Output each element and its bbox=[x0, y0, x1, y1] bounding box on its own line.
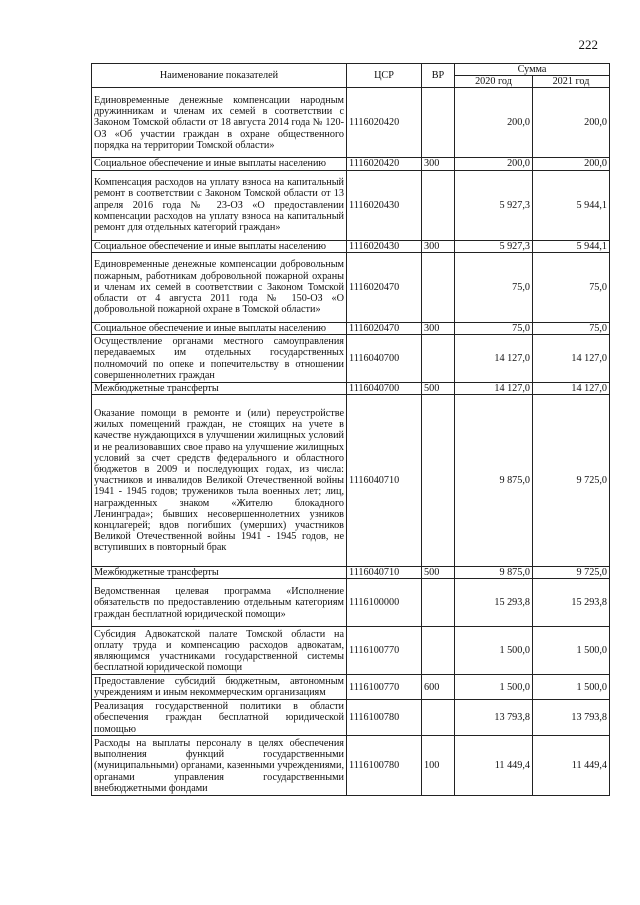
row-value-2020: 5 927,3 bbox=[455, 240, 533, 252]
header-year-2020: 2020 год bbox=[455, 76, 533, 88]
row-name: Ведомственная целевая программа «Исполнение обязательств по предоставлению отдельным категориям граждан бесплатной юридической помощи» bbox=[92, 579, 347, 627]
row-name: Субсидия Адвокатской палате Томской области на оплату труда и компенсацию расходов адвокатам, являющимся участниками государственной системы бесплатной юридической помощи bbox=[92, 627, 347, 675]
row-csr: 1116020470 bbox=[347, 322, 422, 334]
row-value-2020: 75,0 bbox=[455, 252, 533, 322]
row-name: Единовременные денежные компенсации народным дружинникам и членам их семей в соответствии с Законом Томской области от 18 августа 2014 года № 120-ОЗ «Об участии граждан в охране общественного порядка на территории Томской области» bbox=[92, 88, 347, 158]
row-csr: 1116100780 bbox=[347, 736, 422, 796]
row-vr: 300 bbox=[422, 240, 455, 252]
row-vr bbox=[422, 88, 455, 158]
row-name: Предоставление субсидий бюджетным, автономным учреждениям и иным некоммерческим организациям bbox=[92, 675, 347, 700]
row-csr: 1116020430 bbox=[347, 170, 422, 240]
table-row bbox=[92, 322, 610, 334]
row-csr: 1116100780 bbox=[347, 700, 422, 736]
row-vr: 300 bbox=[422, 322, 455, 334]
row-value-2020: 75,0 bbox=[455, 322, 533, 334]
row-name: Осуществление органами местного самоуправления передаваемых им отдельных государственных полномочий по опеке и попечительству в отношении совершеннолетних граждан bbox=[92, 335, 347, 383]
row-csr: 1116020420 bbox=[347, 158, 422, 170]
row-value-2020: 9 875,0 bbox=[455, 395, 533, 567]
row-value-2020: 13 793,8 bbox=[455, 700, 533, 736]
table-row bbox=[92, 335, 610, 383]
header-name: Наименование показателей bbox=[92, 64, 347, 88]
row-value-2020: 15 293,8 bbox=[455, 579, 533, 627]
row-name: Межбюджетные трансферты bbox=[92, 383, 347, 395]
budget-table bbox=[91, 63, 610, 796]
table-row bbox=[92, 158, 610, 170]
row-vr: 300 bbox=[422, 158, 455, 170]
row-vr bbox=[422, 627, 455, 675]
row-value-2021: 75,0 bbox=[533, 252, 610, 322]
row-csr: 1116100770 bbox=[347, 627, 422, 675]
table-row bbox=[92, 88, 610, 158]
row-value-2021: 200,0 bbox=[533, 158, 610, 170]
row-value-2021: 11 449,4 bbox=[533, 736, 610, 796]
table-row bbox=[92, 627, 610, 675]
header-sum: Сумма bbox=[455, 64, 610, 76]
row-value-2020: 200,0 bbox=[455, 88, 533, 158]
row-vr: 600 bbox=[422, 675, 455, 700]
row-value-2021: 200,0 bbox=[533, 88, 610, 158]
table-row bbox=[92, 736, 610, 796]
header-vr: ВР bbox=[422, 64, 455, 88]
row-value-2020: 1 500,0 bbox=[455, 627, 533, 675]
table-row bbox=[92, 383, 610, 395]
row-value-2021: 13 793,8 bbox=[533, 700, 610, 736]
row-value-2020: 11 449,4 bbox=[455, 736, 533, 796]
row-value-2021: 1 500,0 bbox=[533, 675, 610, 700]
row-value-2020: 14 127,0 bbox=[455, 383, 533, 395]
row-value-2020: 9 875,0 bbox=[455, 567, 533, 579]
table-row bbox=[92, 579, 610, 627]
row-name: Социальное обеспечение и иные выплаты населению bbox=[92, 240, 347, 252]
row-vr: 100 bbox=[422, 736, 455, 796]
table-row bbox=[92, 700, 610, 736]
row-csr: 1116040710 bbox=[347, 567, 422, 579]
table-row bbox=[92, 252, 610, 322]
row-value-2020: 5 927,3 bbox=[455, 170, 533, 240]
table-row bbox=[92, 567, 610, 579]
header-year-2021: 2021 год bbox=[533, 76, 610, 88]
row-vr bbox=[422, 579, 455, 627]
row-value-2021: 14 127,0 bbox=[533, 383, 610, 395]
table-row bbox=[92, 395, 610, 567]
row-name: Социальное обеспечение и иные выплаты населению bbox=[92, 158, 347, 170]
row-csr: 1116100000 bbox=[347, 579, 422, 627]
row-value-2021: 14 127,0 bbox=[533, 335, 610, 383]
row-vr bbox=[422, 395, 455, 567]
row-csr: 1116100770 bbox=[347, 675, 422, 700]
row-value-2021: 5 944,1 bbox=[533, 240, 610, 252]
row-vr: 500 bbox=[422, 567, 455, 579]
row-vr bbox=[422, 700, 455, 736]
table-row bbox=[92, 675, 610, 700]
row-csr: 1116020430 bbox=[347, 240, 422, 252]
row-name: Единовременные денежные компенсации добровольным пожарным, работникам добровольной пожарной охраны и членам их семей в соответствии с Законом Томской области от 4 августа 2011 года № 150-ОЗ «О добровольной пожарной охране в Томской области» bbox=[92, 252, 347, 322]
row-value-2021: 5 944,1 bbox=[533, 170, 610, 240]
header-csr: ЦСР bbox=[347, 64, 422, 88]
row-value-2021: 75,0 bbox=[533, 322, 610, 334]
table-row bbox=[92, 170, 610, 240]
row-vr bbox=[422, 252, 455, 322]
row-vr bbox=[422, 335, 455, 383]
row-name: Реализация государственной политики в области обеспечения граждан бесплатной юридической помощью bbox=[92, 700, 347, 736]
row-vr: 500 bbox=[422, 383, 455, 395]
row-name: Оказание помощи в ремонте и (или) переустройстве жилых помещений граждан, не стоящих на учете в качестве нуждающихся в улучшении жилищных условий и не реализовавших свое право на улучшение жилищных условий за счет средств федерального и областного бюджетов в 2009 и последующих годах, из числа: участников и инвалидов Великой Отечественной войны 1941 - 1945 годов; тружеников тыла военных лет; лиц, награжденных знаком «Жителю блокадного Ленинграда»; бывших несовершеннолетних узников концлагерей; вдов погибших (умерших) участников Великой Отечественной войны 1941 - 1945 годов, не вступивших в повторный брак bbox=[92, 395, 347, 567]
row-value-2021: 9 725,0 bbox=[533, 395, 610, 567]
row-vr bbox=[422, 170, 455, 240]
row-name: Межбюджетные трансферты bbox=[92, 567, 347, 579]
row-value-2021: 15 293,8 bbox=[533, 579, 610, 627]
row-csr: 1116020470 bbox=[347, 252, 422, 322]
row-value-2020: 14 127,0 bbox=[455, 335, 533, 383]
row-csr: 1116020420 bbox=[347, 88, 422, 158]
table-row bbox=[92, 240, 610, 252]
row-name: Компенсация расходов на уплату взноса на капитальный ремонт в соответствии с Законом Томской области от 13 апреля 2016 года № 23-ОЗ «О предоставлении компенсации расходов на уплату взноса на капитальный ремонт для отдельных категорий граждан» bbox=[92, 170, 347, 240]
row-value-2021: 9 725,0 bbox=[533, 567, 610, 579]
row-csr: 1116040700 bbox=[347, 383, 422, 395]
row-value-2021: 1 500,0 bbox=[533, 627, 610, 675]
row-name: Расходы на выплаты персоналу в целях обеспечения выполнения функций государственными (муниципальными) органами, казенными учреждениями, органами управления государственными внебюджетными фондами bbox=[92, 736, 347, 796]
page-number: 222 bbox=[578, 37, 598, 52]
row-csr: 1116040700 bbox=[347, 335, 422, 383]
row-value-2020: 200,0 bbox=[455, 158, 533, 170]
row-value-2020: 1 500,0 bbox=[455, 675, 533, 700]
row-name: Социальное обеспечение и иные выплаты населению bbox=[92, 322, 347, 334]
row-csr: 1116040710 bbox=[347, 395, 422, 567]
